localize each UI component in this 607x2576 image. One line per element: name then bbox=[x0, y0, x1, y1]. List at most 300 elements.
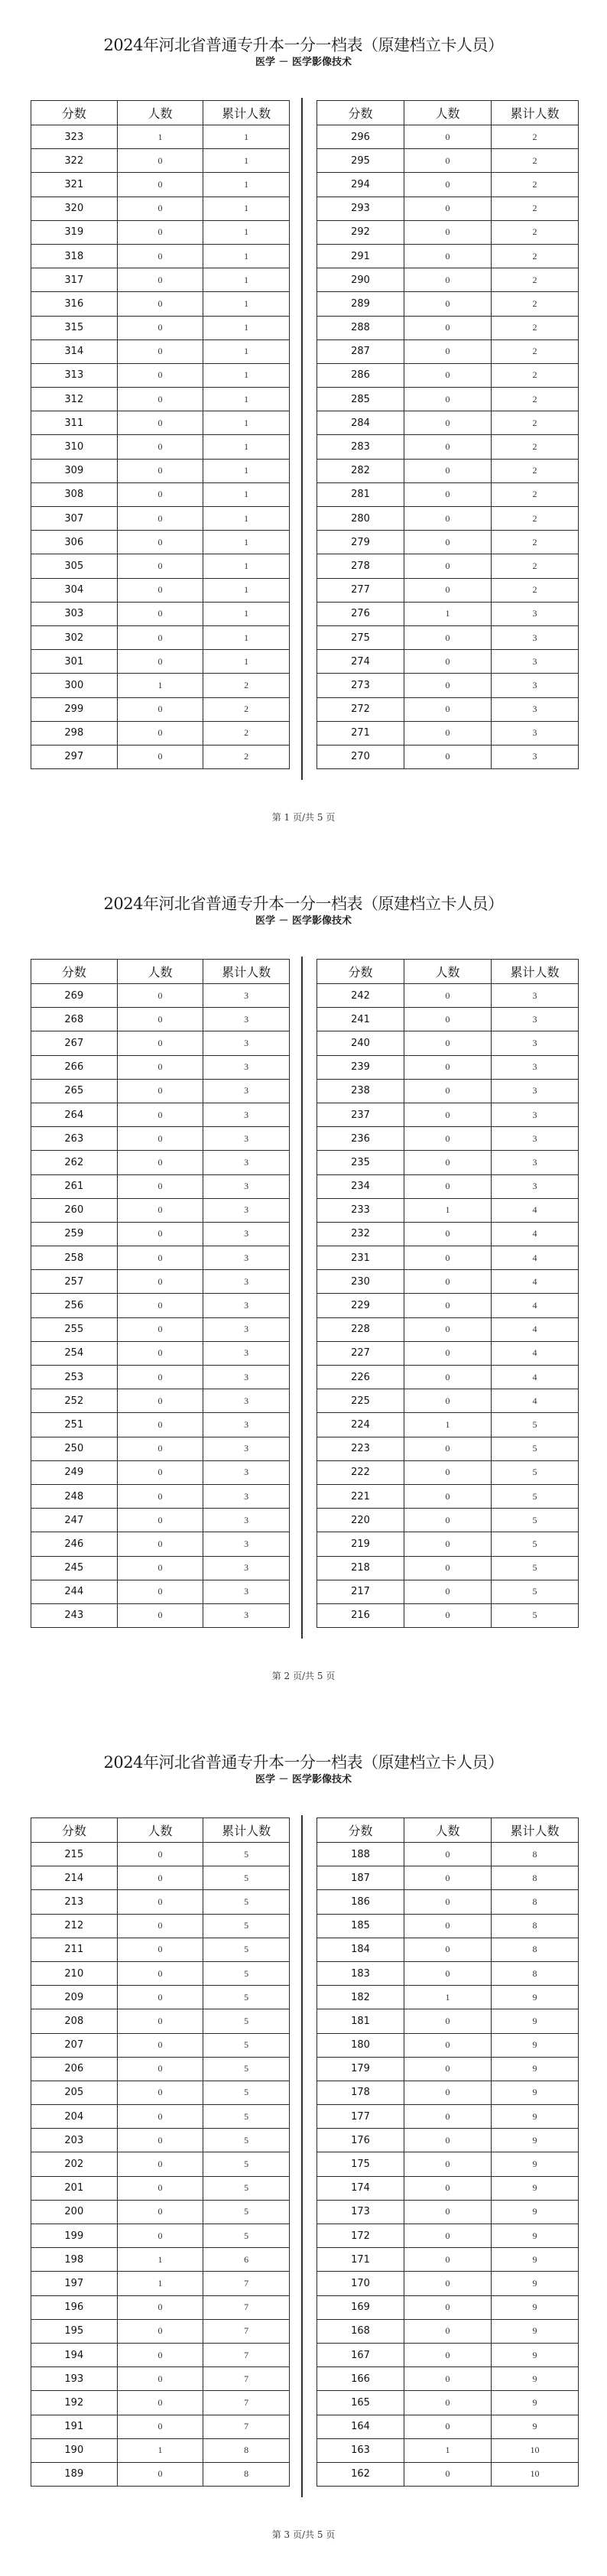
cell-score: 323 bbox=[31, 125, 118, 149]
table-row bbox=[317, 1031, 579, 1055]
table-header-row bbox=[317, 101, 579, 125]
cell-count: 0 bbox=[404, 1866, 492, 1890]
table-row bbox=[317, 1603, 579, 1627]
table-row bbox=[31, 173, 290, 197]
cell-cumulative: 3 bbox=[203, 1341, 290, 1365]
cell-cumulative: 1 bbox=[203, 220, 290, 244]
cell-cumulative: 1 bbox=[203, 173, 290, 197]
table-row bbox=[31, 1222, 290, 1246]
cell-cumulative: 9 bbox=[492, 2129, 579, 2152]
cell-count: 0 bbox=[117, 1103, 203, 1126]
table-row bbox=[31, 697, 290, 721]
cell-cumulative: 3 bbox=[492, 625, 579, 649]
cell-score: 296 bbox=[317, 125, 404, 149]
cell-cumulative: 5 bbox=[203, 2033, 290, 2057]
table-row bbox=[317, 2105, 579, 2129]
cell-cumulative: 9 bbox=[492, 2367, 579, 2391]
cell-score: 185 bbox=[317, 1914, 404, 1938]
cell-score: 239 bbox=[317, 1055, 404, 1079]
table-row bbox=[31, 1556, 290, 1580]
cell-cumulative: 3 bbox=[492, 697, 579, 721]
cell-count: 0 bbox=[404, 1317, 492, 1341]
cell-count: 0 bbox=[117, 1484, 203, 1508]
column-divider bbox=[301, 957, 303, 1639]
score-table-right bbox=[316, 959, 579, 1628]
cell-cumulative: 3 bbox=[203, 1413, 290, 1437]
table-row bbox=[317, 625, 579, 649]
table-row bbox=[317, 1413, 579, 1437]
cell-score: 243 bbox=[31, 1603, 118, 1627]
table-row bbox=[31, 1079, 290, 1103]
cell-count: 0 bbox=[117, 1222, 203, 1246]
cell-count: 1 bbox=[117, 674, 203, 697]
cell-cumulative: 1 bbox=[203, 363, 290, 387]
cell-cumulative: 2 bbox=[203, 721, 290, 745]
page-number: 第 3 页/共 5 页 bbox=[271, 2529, 336, 2540]
table-row bbox=[317, 1866, 579, 1890]
cell-score: 278 bbox=[317, 554, 404, 578]
cell-count: 0 bbox=[404, 2009, 492, 2033]
table-row bbox=[317, 2415, 579, 2438]
cell-count: 0 bbox=[404, 2319, 492, 2343]
table-row bbox=[317, 2009, 579, 2033]
cell-count: 0 bbox=[404, 2248, 492, 2272]
cell-count: 0 bbox=[117, 745, 203, 768]
table-row bbox=[317, 125, 579, 149]
cell-score: 279 bbox=[317, 531, 404, 554]
cell-count: 0 bbox=[404, 244, 492, 268]
cell-count: 0 bbox=[117, 2105, 203, 2129]
table-row bbox=[317, 1246, 579, 1270]
cell-score: 208 bbox=[31, 2009, 118, 2033]
cell-cumulative: 1 bbox=[203, 531, 290, 554]
score-table-left bbox=[31, 100, 290, 769]
cell-count: 0 bbox=[404, 2272, 492, 2295]
cell-score: 167 bbox=[317, 2343, 404, 2366]
cell-score: 209 bbox=[31, 1986, 118, 2009]
cell-cumulative: 4 bbox=[492, 1222, 579, 1246]
cell-score: 301 bbox=[31, 650, 118, 674]
cell-count: 0 bbox=[404, 2295, 492, 2319]
cell-count: 0 bbox=[404, 1509, 492, 1532]
table-row bbox=[317, 197, 579, 220]
page-1 bbox=[0, 0, 607, 859]
cell-score: 186 bbox=[317, 1890, 404, 1914]
score-table-right bbox=[316, 1817, 579, 2487]
cell-score: 205 bbox=[31, 2081, 118, 2104]
cell-score: 249 bbox=[31, 1460, 118, 1484]
cell-score: 257 bbox=[31, 1270, 118, 1294]
table-row bbox=[317, 2367, 579, 2391]
cell-count: 0 bbox=[117, 411, 203, 435]
table-row bbox=[317, 1294, 579, 1317]
cell-cumulative: 3 bbox=[203, 1580, 290, 1603]
table-row bbox=[317, 388, 579, 411]
cell-score: 194 bbox=[31, 2343, 118, 2366]
cell-score: 309 bbox=[31, 459, 118, 482]
cell-count: 1 bbox=[117, 125, 203, 149]
cell-score: 169 bbox=[317, 2295, 404, 2319]
cell-score: 306 bbox=[31, 531, 118, 554]
cell-score: 174 bbox=[317, 2176, 404, 2200]
cell-cumulative: 4 bbox=[492, 1366, 579, 1389]
table-row bbox=[317, 1198, 579, 1222]
cell-score: 188 bbox=[317, 1843, 404, 1866]
cell-cumulative: 1 bbox=[203, 197, 290, 220]
header-score: 分数 bbox=[317, 1818, 404, 1843]
cell-cumulative: 7 bbox=[203, 2295, 290, 2319]
table-row bbox=[31, 2438, 290, 2462]
table-row bbox=[31, 1986, 290, 2009]
cell-count: 0 bbox=[404, 1366, 492, 1389]
cell-cumulative: 7 bbox=[203, 2319, 290, 2343]
cell-cumulative: 3 bbox=[203, 1103, 290, 1126]
cell-count: 0 bbox=[404, 578, 492, 602]
table-row bbox=[31, 292, 290, 316]
cell-cumulative: 2 bbox=[492, 578, 579, 602]
cell-count: 0 bbox=[404, 268, 492, 292]
table-row bbox=[31, 1890, 290, 1914]
table-row bbox=[31, 1151, 290, 1174]
cell-count: 0 bbox=[117, 1198, 203, 1222]
page-3 bbox=[0, 1717, 607, 2576]
table-row bbox=[31, 482, 290, 506]
table-row bbox=[31, 674, 290, 697]
cell-score: 191 bbox=[31, 2415, 118, 2438]
table-row bbox=[31, 363, 290, 387]
table-row bbox=[31, 1198, 290, 1222]
cell-cumulative: 2 bbox=[203, 697, 290, 721]
table-row bbox=[31, 2009, 290, 2033]
cell-score: 264 bbox=[31, 1103, 118, 1126]
cell-cumulative: 2 bbox=[492, 459, 579, 482]
cell-cumulative: 7 bbox=[203, 2415, 290, 2438]
cell-count: 0 bbox=[404, 1556, 492, 1580]
page-number: 第 2 页/共 5 页 bbox=[271, 1671, 336, 1681]
cell-cumulative: 3 bbox=[203, 1294, 290, 1317]
table-row bbox=[31, 2391, 290, 2415]
cell-count: 0 bbox=[117, 1366, 203, 1389]
cell-cumulative: 3 bbox=[203, 1127, 290, 1151]
table-row bbox=[317, 1890, 579, 1914]
cell-score: 204 bbox=[31, 2105, 118, 2129]
cell-count: 0 bbox=[404, 1914, 492, 1938]
cell-cumulative: 1 bbox=[203, 578, 290, 602]
cell-cumulative: 9 bbox=[492, 2105, 579, 2129]
table-row bbox=[31, 197, 290, 220]
cell-score: 195 bbox=[31, 2319, 118, 2343]
header-cumulative: 累计人数 bbox=[492, 101, 579, 125]
cell-score: 276 bbox=[317, 602, 404, 625]
cell-count: 0 bbox=[117, 339, 203, 363]
cell-count: 0 bbox=[117, 554, 203, 578]
cell-count: 0 bbox=[117, 1437, 203, 1460]
cell-score: 317 bbox=[31, 268, 118, 292]
cell-cumulative: 2 bbox=[492, 435, 579, 459]
table-header-row bbox=[31, 960, 290, 984]
table-row bbox=[31, 1866, 290, 1890]
cell-score: 223 bbox=[317, 1437, 404, 1460]
cell-cumulative: 1 bbox=[203, 435, 290, 459]
table-row bbox=[31, 1341, 290, 1365]
cell-count: 0 bbox=[117, 507, 203, 531]
header-count: 人数 bbox=[404, 101, 492, 125]
table-row bbox=[31, 2033, 290, 2057]
cell-count: 0 bbox=[117, 482, 203, 506]
cell-cumulative: 1 bbox=[203, 149, 290, 173]
table-row bbox=[31, 1103, 290, 1126]
table-row bbox=[31, 2248, 290, 2272]
header-score: 分数 bbox=[31, 960, 118, 984]
cell-score: 272 bbox=[317, 697, 404, 721]
cell-score: 247 bbox=[31, 1509, 118, 1532]
cell-score: 275 bbox=[317, 625, 404, 649]
cell-count: 0 bbox=[404, 1843, 492, 1866]
table-row bbox=[31, 1603, 290, 1627]
cell-score: 210 bbox=[31, 1961, 118, 1985]
cell-score: 178 bbox=[317, 2081, 404, 2104]
cell-score: 182 bbox=[317, 1986, 404, 2009]
cell-count: 0 bbox=[117, 149, 203, 173]
cell-score: 215 bbox=[31, 1843, 118, 1866]
cell-count: 1 bbox=[404, 2438, 492, 2462]
cell-score: 263 bbox=[31, 1127, 118, 1151]
cell-score: 171 bbox=[317, 2248, 404, 2272]
cell-cumulative: 5 bbox=[492, 1603, 579, 1627]
table-row bbox=[31, 650, 290, 674]
cell-score: 187 bbox=[317, 1866, 404, 1890]
cell-cumulative: 3 bbox=[492, 650, 579, 674]
cell-cumulative: 1 bbox=[203, 554, 290, 578]
cell-cumulative: 3 bbox=[203, 1198, 290, 1222]
cell-count: 0 bbox=[117, 531, 203, 554]
cell-cumulative: 3 bbox=[203, 1366, 290, 1389]
cell-score: 180 bbox=[317, 2033, 404, 2057]
cell-score: 294 bbox=[317, 173, 404, 197]
cell-score: 177 bbox=[317, 2105, 404, 2129]
cell-cumulative: 3 bbox=[203, 1270, 290, 1294]
cell-score: 320 bbox=[31, 197, 118, 220]
cell-cumulative: 6 bbox=[203, 2248, 290, 2272]
cell-count: 0 bbox=[404, 2129, 492, 2152]
cell-cumulative: 1 bbox=[203, 650, 290, 674]
table-row bbox=[31, 125, 290, 149]
page-2 bbox=[0, 859, 607, 1717]
cell-count: 0 bbox=[404, 2033, 492, 2057]
cell-count: 0 bbox=[117, 2295, 203, 2319]
table-row bbox=[317, 292, 579, 316]
cell-score: 303 bbox=[31, 602, 118, 625]
cell-cumulative: 1 bbox=[203, 316, 290, 339]
table-row bbox=[31, 1317, 290, 1341]
table-row bbox=[317, 2462, 579, 2486]
header-count: 人数 bbox=[404, 960, 492, 984]
cell-cumulative: 2 bbox=[492, 268, 579, 292]
cell-score: 206 bbox=[31, 2057, 118, 2081]
cell-score: 228 bbox=[317, 1317, 404, 1341]
table-header-row bbox=[31, 101, 290, 125]
cell-score: 300 bbox=[31, 674, 118, 697]
cell-count: 0 bbox=[404, 697, 492, 721]
cell-score: 295 bbox=[317, 149, 404, 173]
cell-count: 0 bbox=[404, 745, 492, 768]
table-row bbox=[31, 602, 290, 625]
table-row bbox=[317, 220, 579, 244]
cell-score: 254 bbox=[31, 1341, 118, 1365]
table-row bbox=[31, 1509, 290, 1532]
cell-cumulative: 9 bbox=[492, 2343, 579, 2366]
cell-score: 269 bbox=[31, 984, 118, 1008]
cell-score: 310 bbox=[31, 435, 118, 459]
cell-count: 0 bbox=[117, 2224, 203, 2248]
cell-cumulative: 1 bbox=[203, 339, 290, 363]
cell-count: 0 bbox=[117, 1341, 203, 1365]
cell-cumulative: 2 bbox=[203, 674, 290, 697]
cell-count: 0 bbox=[117, 1246, 203, 1270]
cell-cumulative: 2 bbox=[203, 745, 290, 768]
cell-cumulative: 3 bbox=[203, 1484, 290, 1508]
cell-score: 316 bbox=[31, 292, 118, 316]
table-row bbox=[317, 1938, 579, 1961]
table-row bbox=[31, 721, 290, 745]
cell-cumulative: 8 bbox=[203, 2438, 290, 2462]
table-row bbox=[317, 482, 579, 506]
cell-score: 164 bbox=[317, 2415, 404, 2438]
cell-score: 302 bbox=[31, 625, 118, 649]
cell-cumulative: 2 bbox=[492, 197, 579, 220]
cell-count: 0 bbox=[404, 1151, 492, 1174]
cell-count: 0 bbox=[117, 1031, 203, 1055]
cell-score: 232 bbox=[317, 1222, 404, 1246]
cell-score: 229 bbox=[317, 1294, 404, 1317]
cell-count: 0 bbox=[117, 316, 203, 339]
table-row bbox=[317, 1055, 579, 1079]
table-row bbox=[31, 1055, 290, 1079]
cell-cumulative: 5 bbox=[203, 2081, 290, 2104]
cell-count: 0 bbox=[404, 2081, 492, 2104]
cell-score: 213 bbox=[31, 1890, 118, 1914]
cell-count: 0 bbox=[117, 602, 203, 625]
table-row bbox=[317, 1437, 579, 1460]
cell-score: 305 bbox=[31, 554, 118, 578]
table-row bbox=[31, 745, 290, 768]
cell-count: 0 bbox=[404, 1389, 492, 1413]
cell-score: 290 bbox=[317, 268, 404, 292]
table-row bbox=[31, 1914, 290, 1938]
cell-count: 0 bbox=[117, 578, 203, 602]
table-row bbox=[317, 244, 579, 268]
table-row bbox=[31, 388, 290, 411]
cell-count: 0 bbox=[404, 1222, 492, 1246]
header-cumulative: 累计人数 bbox=[492, 1818, 579, 1843]
cell-score: 163 bbox=[317, 2438, 404, 2462]
cell-count: 0 bbox=[404, 984, 492, 1008]
cell-cumulative: 3 bbox=[203, 1055, 290, 1079]
cell-score: 168 bbox=[317, 2319, 404, 2343]
table-row bbox=[317, 2343, 579, 2366]
table-row bbox=[317, 1914, 579, 1938]
table-row bbox=[31, 244, 290, 268]
cell-count: 0 bbox=[117, 1556, 203, 1580]
cell-count: 0 bbox=[404, 220, 492, 244]
cell-score: 262 bbox=[31, 1151, 118, 1174]
header-count: 人数 bbox=[117, 1818, 203, 1843]
table-row bbox=[31, 1366, 290, 1389]
table-row bbox=[31, 2200, 290, 2224]
table-row bbox=[317, 531, 579, 554]
cell-score: 197 bbox=[31, 2272, 118, 2295]
cell-count: 0 bbox=[404, 1460, 492, 1484]
cell-score: 244 bbox=[31, 1580, 118, 1603]
cell-score: 277 bbox=[317, 578, 404, 602]
table-row bbox=[317, 578, 579, 602]
table-row bbox=[31, 2319, 290, 2343]
cell-cumulative: 2 bbox=[492, 507, 579, 531]
cell-cumulative: 3 bbox=[203, 1389, 290, 1413]
cell-score: 200 bbox=[31, 2200, 118, 2224]
table-row bbox=[31, 2081, 290, 2104]
cell-cumulative: 4 bbox=[492, 1198, 579, 1222]
cell-cumulative: 3 bbox=[492, 1174, 579, 1198]
cell-count: 0 bbox=[117, 2033, 203, 2057]
cell-count: 0 bbox=[404, 2462, 492, 2486]
cell-cumulative: 8 bbox=[492, 1890, 579, 1914]
cell-count: 0 bbox=[404, 1079, 492, 1103]
cell-count: 0 bbox=[404, 721, 492, 745]
cell-score: 224 bbox=[317, 1413, 404, 1437]
cell-count: 0 bbox=[404, 1008, 492, 1031]
cell-count: 1 bbox=[404, 1198, 492, 1222]
table-row bbox=[31, 2057, 290, 2081]
cell-count: 0 bbox=[404, 435, 492, 459]
cell-score: 265 bbox=[31, 1079, 118, 1103]
table-row bbox=[31, 411, 290, 435]
cell-score: 207 bbox=[31, 2033, 118, 2057]
cell-score: 318 bbox=[31, 244, 118, 268]
cell-score: 256 bbox=[31, 1294, 118, 1317]
table-row bbox=[31, 578, 290, 602]
cell-count: 0 bbox=[404, 197, 492, 220]
table-row bbox=[317, 2295, 579, 2319]
cell-count: 0 bbox=[117, 1389, 203, 1413]
cell-score: 214 bbox=[31, 1866, 118, 1890]
cell-cumulative: 3 bbox=[203, 1079, 290, 1103]
cell-score: 304 bbox=[31, 578, 118, 602]
table-row bbox=[317, 721, 579, 745]
table-row bbox=[317, 984, 579, 1008]
document-title: 2024年河北省普通专升本一分一档表（原建档立卡人员） bbox=[103, 36, 504, 54]
cell-score: 268 bbox=[31, 1008, 118, 1031]
cell-count: 0 bbox=[117, 435, 203, 459]
cell-count: 0 bbox=[404, 2224, 492, 2248]
cell-cumulative: 1 bbox=[203, 625, 290, 649]
cell-score: 315 bbox=[31, 316, 118, 339]
cell-cumulative: 3 bbox=[203, 1437, 290, 1460]
table-row bbox=[31, 1389, 290, 1413]
table-row bbox=[317, 1484, 579, 1508]
cell-count: 0 bbox=[117, 197, 203, 220]
table-row bbox=[317, 2033, 579, 2057]
column-divider bbox=[301, 1815, 303, 2497]
table-row bbox=[31, 2272, 290, 2295]
cell-score: 274 bbox=[317, 650, 404, 674]
cell-score: 281 bbox=[317, 482, 404, 506]
cell-cumulative: 3 bbox=[203, 1556, 290, 1580]
cell-score: 288 bbox=[317, 316, 404, 339]
cell-score: 273 bbox=[317, 674, 404, 697]
table-row bbox=[317, 316, 579, 339]
table-row bbox=[31, 1270, 290, 1294]
